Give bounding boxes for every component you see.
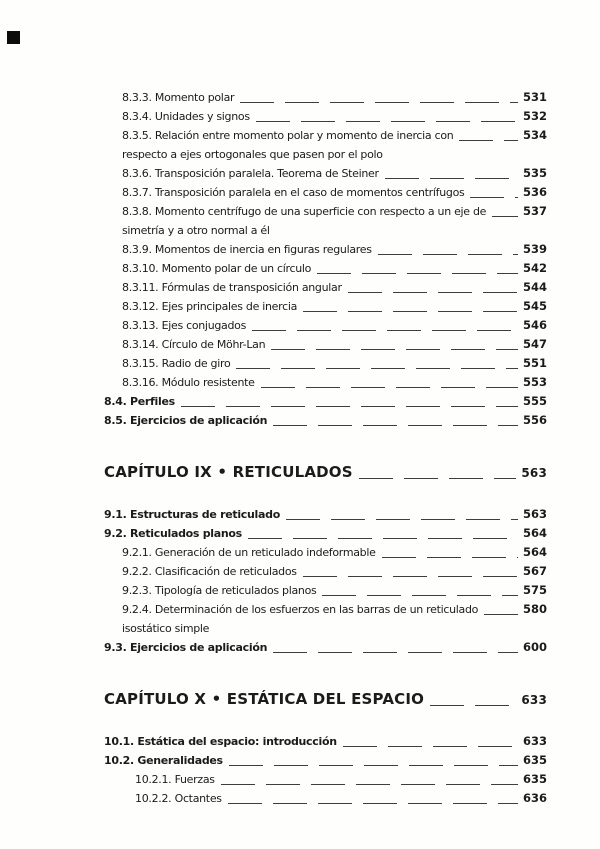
dotted-leader-line [317, 273, 518, 275]
dotted-leader-line [430, 705, 516, 707]
toc-entry-label: 9.2. Reticulados planos [104, 527, 242, 540]
toc-entry-page-number: 546 [522, 318, 547, 332]
toc-entry-label: 8.3.10. Momento polar de un círculo [122, 262, 312, 275]
toc-entry-row [122, 600, 547, 619]
toc-entry-row [104, 524, 547, 543]
toc-entry-label: 8.3.8. Momento centrífugo de una superficie con respecto a un eje de [122, 205, 487, 218]
table-of-contents [104, 88, 547, 808]
toc-entry-label: 8.3.11. Fórmulas de transposición angular [122, 281, 342, 294]
chapter-page-number: 633 [521, 693, 547, 707]
toc-entry-label: 8.4. Perfiles [104, 395, 175, 408]
toc-entry-page-number: 535 [522, 166, 547, 180]
toc-entry-row [122, 373, 547, 392]
toc-entry-row [104, 638, 547, 657]
toc-entry-page-number: 556 [522, 413, 547, 427]
toc-entry-row [122, 107, 547, 126]
toc-entry-label: 9.2.4. Determinación de los esfuerzos en las barras de un reticulado [122, 603, 479, 616]
toc-entry-continuation: respecto a ejes ortogonales que pasen por el polo [122, 148, 383, 161]
dotted-leader-line [261, 387, 518, 389]
toc-entry-row [122, 126, 547, 145]
chapter-page-number: 563 [521, 466, 547, 480]
dotted-leader-line [229, 765, 518, 767]
toc-entry-label: 10.2.1. Fuerzas [135, 773, 215, 786]
dotted-leader-line [271, 349, 518, 351]
toc-entry-page-number: 539 [522, 242, 547, 256]
toc-entry-label: 8.3.16. Módulo resistente [122, 376, 255, 389]
toc-entry-page-number: 551 [522, 356, 547, 370]
toc-entry-label: 8.3.7. Transposición paralela en el caso de momentos centrífugos [122, 186, 465, 199]
toc-entry-label: 8.3.15. Radio de giro [122, 357, 231, 370]
toc-entry-label: 8.3.4. Unidades y signos [122, 110, 250, 123]
dotted-leader-line [385, 178, 518, 180]
toc-entry-page-number: 575 [522, 583, 547, 597]
toc-entry-label: 8.5. Ejercicios de aplicación [104, 414, 268, 427]
toc-entry-row [104, 411, 547, 430]
dotted-leader-line [286, 519, 518, 521]
toc-entry-label: 8.3.9. Momentos de inercia en figuras regulares [122, 243, 372, 256]
dotted-leader-line [221, 784, 518, 786]
toc-entry-page-number: 537 [522, 204, 547, 218]
toc-entry-page-number: 564 [522, 545, 547, 559]
toc-entry-label: 9.2.2. Clasificación de reticulados [122, 565, 297, 578]
dotted-leader-line [470, 197, 518, 199]
toc-entry-page-number: 636 [522, 791, 547, 805]
dotted-leader-line [343, 746, 518, 748]
chapter-heading-label: CAPÍTULO X • ESTÁTICA DEL ESPACIO [104, 690, 425, 708]
chapter-heading-label: CAPÍTULO IX • RETICULADOS [104, 463, 353, 481]
dotted-leader-line [382, 557, 518, 559]
toc-entry-page-number: 553 [522, 375, 547, 389]
toc-entry-label: 9.2.1. Generación de un reticulado indeformable [122, 546, 376, 559]
toc-entry-row [122, 259, 547, 278]
toc-entry-row [122, 316, 547, 335]
toc-entry-row [122, 88, 547, 107]
toc-entry-row [122, 581, 547, 600]
toc-entry-page-number: 633 [522, 734, 547, 748]
toc-entry-page-number: 635 [522, 772, 547, 786]
toc-entry-row [122, 183, 547, 202]
toc-entry-label: 8.3.3. Momento polar [122, 91, 235, 104]
toc-entry-row [122, 562, 547, 581]
toc-entry-page-number: 635 [522, 753, 547, 767]
toc-entry-label: 9.1. Estructuras de reticulado [104, 508, 280, 521]
toc-entry-page-number: 544 [522, 280, 547, 294]
toc-section [104, 687, 547, 808]
dotted-leader-line [492, 216, 518, 218]
toc-entry-row [104, 392, 547, 411]
toc-entry-page-number: 542 [522, 261, 547, 275]
dotted-leader-line [273, 425, 518, 427]
dotted-leader-line [236, 368, 518, 370]
dotted-leader-line [322, 595, 518, 597]
toc-entry-row [122, 297, 547, 316]
toc-entry-page-number: 547 [522, 337, 547, 351]
dotted-leader-line [252, 330, 518, 332]
toc-entry-row [122, 202, 547, 221]
dotted-leader-line [348, 292, 518, 294]
toc-entry-row [122, 354, 547, 373]
toc-section [104, 460, 547, 657]
toc-entry-row [104, 505, 547, 524]
toc-entry-row [104, 732, 547, 751]
toc-entry-page-number: 567 [522, 564, 547, 578]
toc-entry-row [122, 240, 547, 259]
toc-entry-label: 10.2.2. Octantes [135, 792, 222, 805]
toc-entry-row [122, 543, 547, 562]
toc-entry-page-number: 531 [522, 90, 547, 104]
toc-section [104, 88, 547, 430]
dotted-leader-line [378, 254, 518, 256]
toc-entry-label: 8.3.14. Círculo de Möhr-Lan [122, 338, 266, 351]
scan-corner-mark [7, 31, 20, 44]
toc-entry-continuation: isostático simple [122, 622, 210, 635]
toc-entry-label: 10.2. Generalidades [104, 754, 223, 767]
toc-entry-label: 9.2.3. Tipología de reticulados planos [122, 584, 317, 597]
chapter-heading-row [104, 460, 547, 485]
dotted-leader-line [240, 102, 518, 104]
toc-entry-page-number: 563 [522, 507, 547, 521]
dotted-leader-line [248, 538, 518, 540]
dotted-leader-line [303, 311, 518, 313]
dotted-leader-line [303, 576, 518, 578]
toc-entry-label: 9.3. Ejercicios de aplicación [104, 641, 268, 654]
dotted-leader-line [181, 406, 518, 408]
toc-entry-continuation: simetría y a otro normal a él [122, 224, 270, 237]
toc-entry-page-number: 600 [522, 640, 547, 654]
toc-entry-row [135, 789, 547, 808]
toc-entry-row [122, 278, 547, 297]
toc-entry-page-number: 536 [522, 185, 547, 199]
toc-entry-page-number: 534 [522, 128, 547, 142]
toc-entry-page-number: 564 [522, 526, 547, 540]
toc-entry-label: 8.3.5. Relación entre momento polar y momento de inercia con [122, 129, 454, 142]
toc-entry-row [104, 751, 547, 770]
dotted-leader-line [459, 140, 518, 142]
toc-entry-label: 8.3.13. Ejes conjugados [122, 319, 247, 332]
toc-entry-page-number: 545 [522, 299, 547, 313]
dotted-leader-line [359, 478, 517, 480]
toc-entry-row [122, 164, 547, 183]
toc-entry-page-number: 532 [522, 109, 547, 123]
dotted-leader-line [484, 614, 518, 616]
toc-entry-page-number: 555 [522, 394, 547, 408]
dotted-leader-line [228, 803, 518, 805]
toc-entry-page-number: 580 [522, 602, 547, 616]
toc-entry-label: 8.3.6. Transposición paralela. Teorema de Steiner [122, 167, 379, 180]
toc-entry-label: 8.3.12. Ejes principales de inercia [122, 300, 298, 313]
dotted-leader-line [273, 652, 518, 654]
dotted-leader-line [256, 121, 518, 123]
toc-entry-row [122, 335, 547, 354]
chapter-heading-row [104, 687, 547, 712]
toc-entry-row [135, 770, 547, 789]
toc-entry-label: 10.1. Estática del espacio: introducción [104, 735, 337, 748]
